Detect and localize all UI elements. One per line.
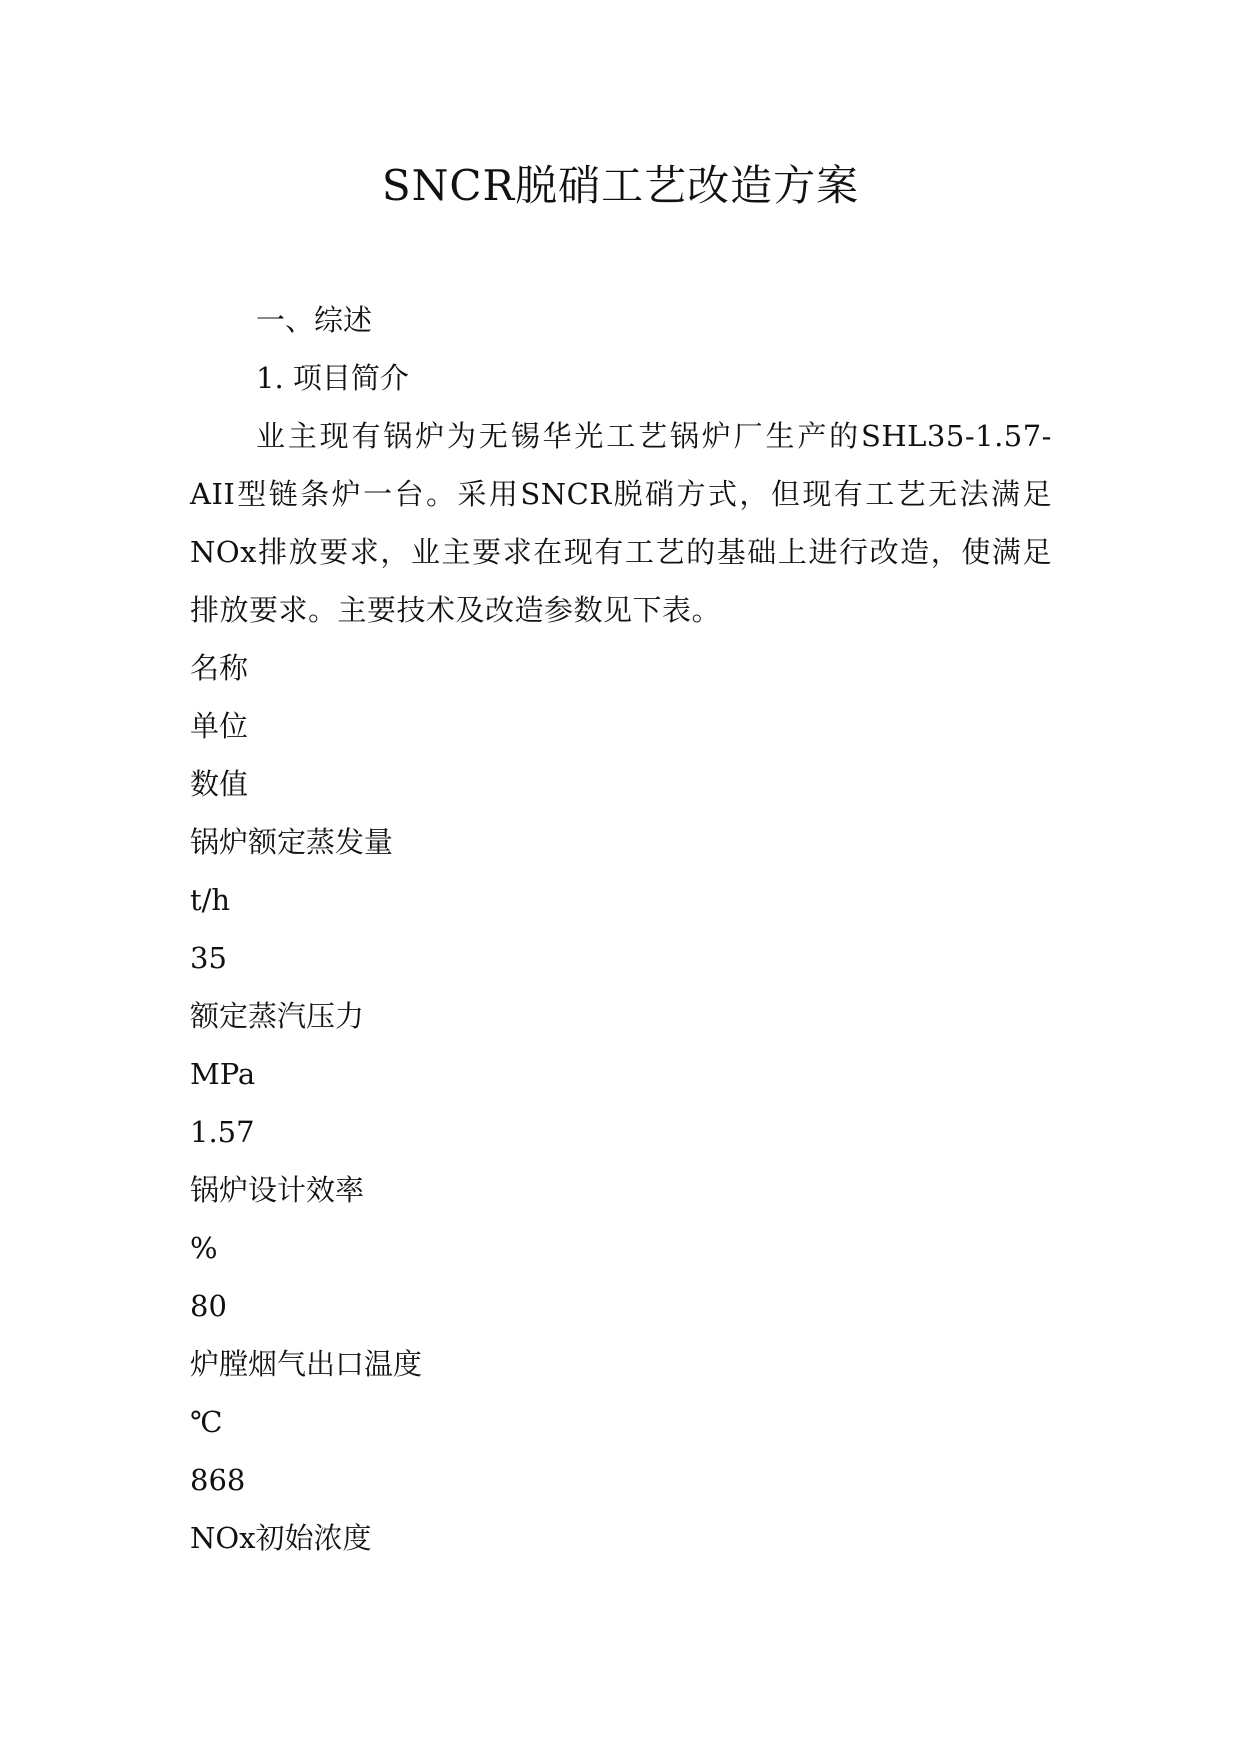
table-item: 锅炉额定蒸发量 — [190, 825, 394, 859]
table-item: 炉膛烟气出口温度 — [190, 1347, 423, 1381]
table-item: 名称 — [190, 651, 249, 685]
table-item: NOx初始浓度 — [190, 1521, 372, 1555]
table-item: ℃ — [190, 1405, 223, 1439]
subsection-heading: 1. 项目简介 — [256, 361, 409, 395]
table-item: 80 — [190, 1289, 227, 1323]
table-item: 额定蒸汽压力 — [190, 999, 365, 1033]
table-item: % — [190, 1231, 218, 1265]
table-item: 1.57 — [190, 1115, 255, 1149]
table-item: 868 — [190, 1463, 246, 1497]
table-item: MPa — [190, 1057, 256, 1091]
table-item: 数值 — [190, 767, 249, 801]
document-title: SNCR脱硝工艺改造方案 — [381, 161, 860, 210]
table-item: 35 — [190, 941, 227, 975]
table-item: t/h — [190, 883, 231, 917]
section-heading: 一、综述 — [256, 303, 373, 337]
table-item: 单位 — [190, 709, 249, 743]
intro-paragraph: 业主现有锅炉为无锡华光工艺锅炉厂生产的SHL35-1.57-AII型链条炉一台。采用SNCR脱硝方式，但现有工艺无法满足NOx排放要求，业主要求在现有工艺的基础上进行改造，使满足排放要求。主要技术及改造参数见下表。 — [190, 419, 1052, 627]
table-item: 锅炉设计效率 — [190, 1173, 365, 1207]
document-body — [190, 291, 1052, 1567]
